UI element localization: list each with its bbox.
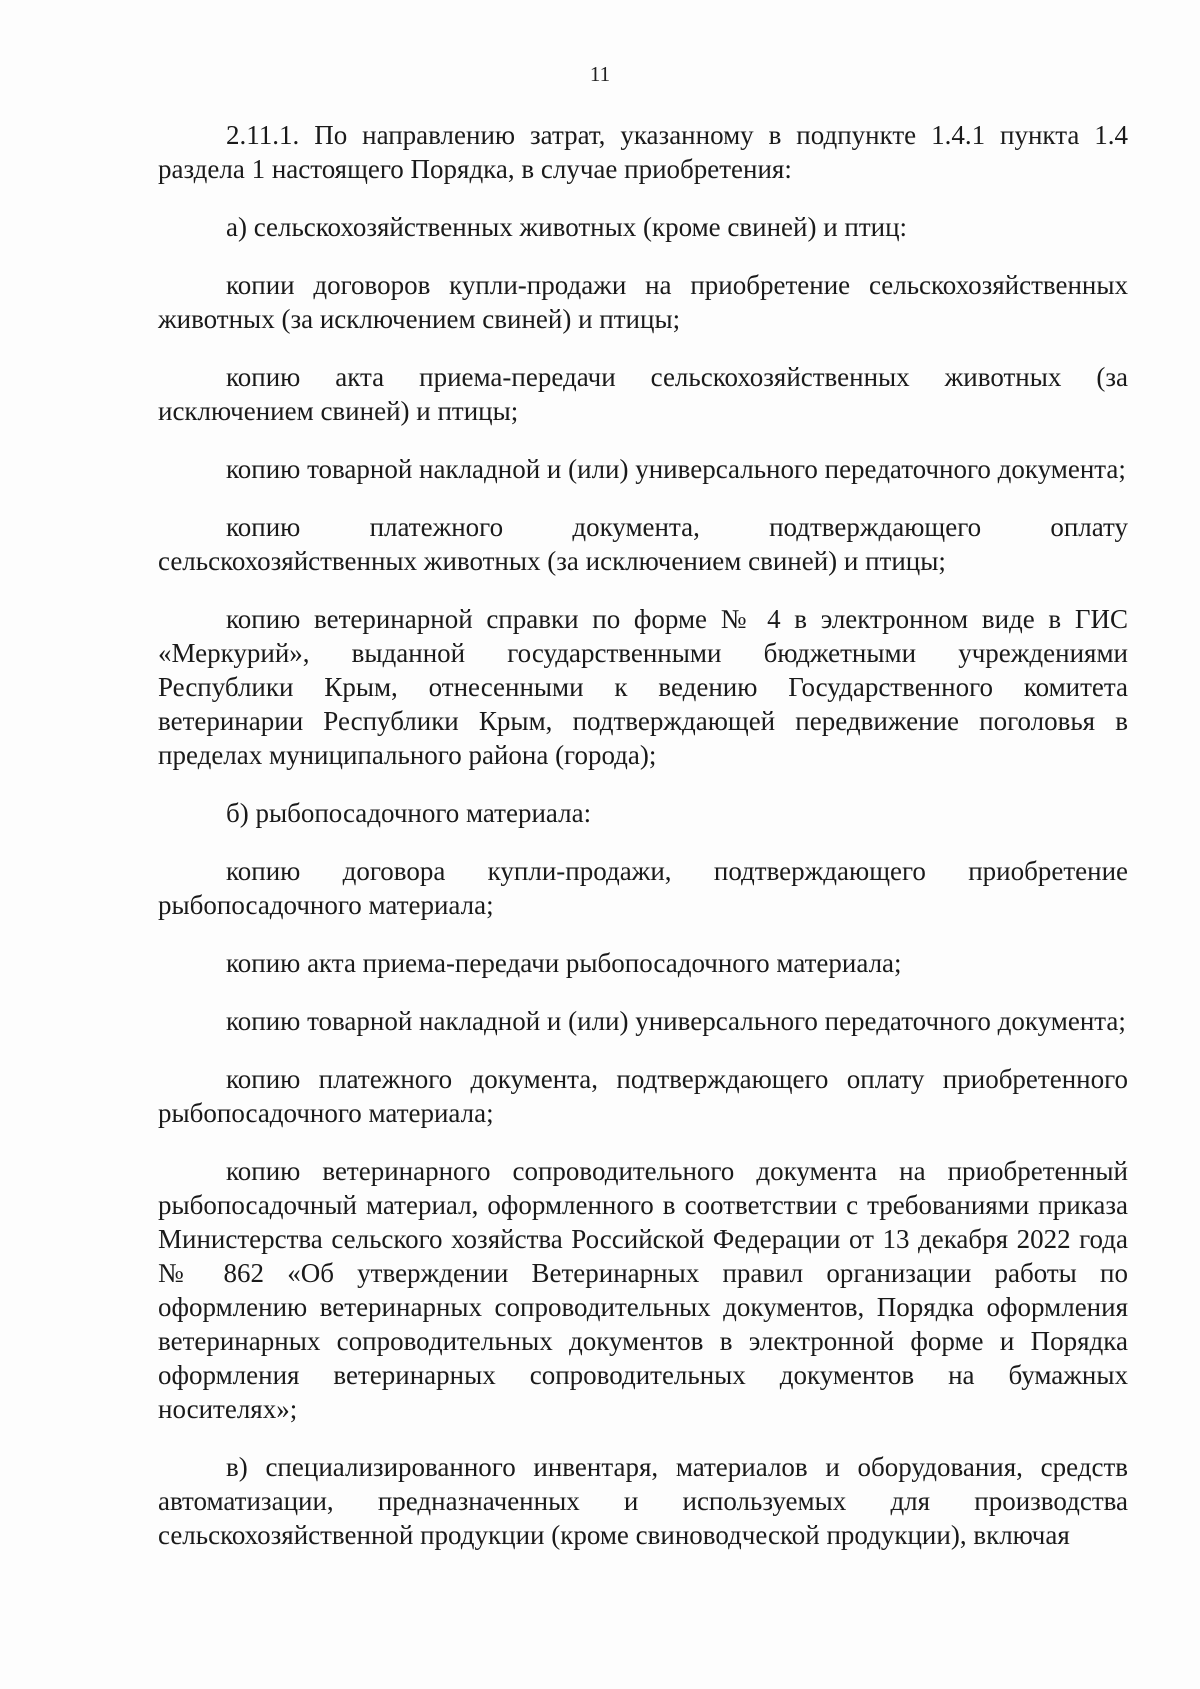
paragraph-invoice: копию товарной накладной и (или) универсального передаточного документа; — [226, 454, 1126, 484]
paragraph-item-b: б) рыбопосадочного материала: — [226, 798, 592, 828]
paragraph-purchase-contracts: копии договоров купли-продажи на приобретение сельскохозяйственных животных (за исключением свиней) и птицы; — [158, 270, 1128, 334]
paragraph-fish-contract: копию договора купли-продажи, подтверждающего приобретение рыбопосадочного материала; — [158, 856, 1128, 920]
paragraph-transfer-act: копию акта приема-передачи сельскохозяйственных животных (за исключением свиней) и птицы; — [158, 362, 1128, 426]
paragraph-payment-document: копию платежного документа, подтверждающего оплату сельскохозяйственных животных (за исключением свиней) и птицы; — [158, 512, 1128, 576]
paragraph-2-11-1: 2.11.1. По направлению затрат, указанному в подпункте 1.4.1 пункта 1.4 раздела 1 настоящего Порядка, в случае приобретения: — [158, 120, 1128, 184]
paragraph-fish-invoice: копию товарной накладной и (или) универсального передаточного документа; — [226, 1006, 1126, 1036]
paragraph-fish-transfer-act: копию акта приема-передачи рыбопосадочного материала; — [226, 948, 902, 978]
paragraph-fish-payment: копию платежного документа, подтверждающего оплату приобретенного рыбопосадочного материала; — [158, 1064, 1128, 1128]
paragraph-fish-veterinary-document: копию ветеринарного сопроводительного документа на приобретенный рыбопосадочный материал, оформленного в соответствии с требованиями приказа Министерства сельского хозяйства Российской Федерации от 13 декабря 2022 года № 862 «Об утверждении Ветеринарных правил организации работы по оформлению ветеринарных сопроводительных документов, Порядка оформления ветеринарных сопроводительных документов в электронной форме и Порядка оформления ветеринарных сопроводительных документов на бумажных носителях»; — [158, 1156, 1128, 1424]
paragraph-item-a: а) сельскохозяйственных животных (кроме свиней) и птиц: — [226, 212, 908, 242]
document-body — [158, 118, 1128, 1576]
paragraph-veterinary-certificate: копию ветеринарной справки по форме № 4 в электронном виде в ГИС «Меркурий», выданной государственными бюджетными учреждениями Республики Крым, отнесенными к ведению Государственного комитета ветеринарии Республики Крым, подтверждающей передвижение поголовья в пределах муниципального района (города); — [158, 604, 1128, 770]
page-number: 11 — [589, 62, 611, 86]
paragraph-item-v: в) специализированного инвентаря, материалов и оборудования, средств автоматизации, предназначенных и используемых для производства сельскохозяйственной продукции (кроме свиноводческой продукции), включая — [158, 1452, 1128, 1550]
